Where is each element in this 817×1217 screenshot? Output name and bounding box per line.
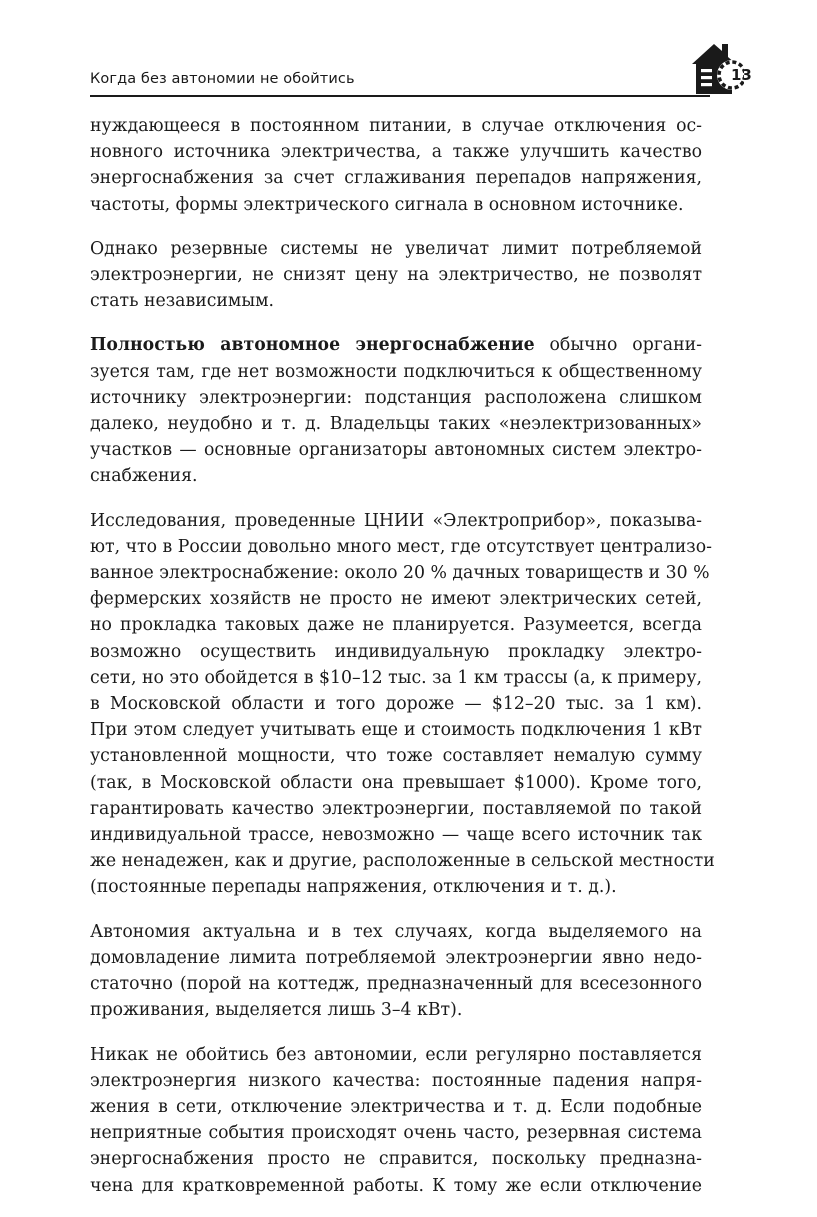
text-line: домовладение лимита потребляемой электроэнергии явно недо- — [90, 947, 702, 968]
page-body — [90, 113, 715, 1217]
text-line: Однако резервные системы не увеличат лимит потребляемой — [90, 238, 702, 259]
page-number: 13 — [731, 66, 752, 84]
text-line: (постоянные перепады напряжения, отключения и т. д.). — [90, 877, 617, 898]
text-line: (так, в Московской области она превышает $1000). Кроме того, — [90, 772, 702, 793]
text-line: новного источника электричества, а также улучшить качество — [90, 142, 702, 163]
text-line: далеко, неудобно и т. д. Владельцы таких «неэлектризованных» — [90, 414, 702, 435]
text-line: гарантировать качество электроэнергии, поставляемой по такой — [90, 798, 702, 819]
paragraph-6 — [90, 1042, 702, 1199]
text-line: нуждающееся в постоянном питании, в случае отключения ос- — [90, 116, 702, 136]
text-line: зуется там, где нет возможности подключиться к общественному — [90, 361, 702, 382]
text-line: фермерских хозяйств не просто не имеют электрических сетей, — [90, 589, 702, 610]
text-line: Автономия актуальна и в тех случаях, когда выделяемого на — [90, 921, 702, 942]
text-line: частоты, формы электрического сигнала в основном источнике. — [90, 194, 684, 215]
text-line: источнику электроэнергии: подстанция расположена слишком — [90, 387, 702, 408]
text-line: энергоснабжения за счет сглаживания перепадов напряжения, — [90, 168, 702, 189]
text-run: обычно органи- — [534, 335, 702, 356]
paragraph-5 — [90, 919, 702, 1024]
text-line: сети, но это обойдется в $10–12 тыс. за 1 км трассы (а, к примеру, — [90, 667, 702, 688]
paragraph-3 — [90, 332, 702, 489]
text-line — [90, 332, 702, 358]
header-divider — [90, 95, 710, 97]
text-line: участков — основные организаторы автономных систем электро- — [90, 440, 702, 461]
text-line: установленной мощности, что тоже составляет немалую сумму — [90, 746, 702, 767]
text-line: ванное электроснабжение: около 20 % дачных товариществ и 30 % — [90, 563, 710, 584]
text-line: стать независимым. — [90, 291, 275, 312]
text-line: возможно осуществить индивидуальную прокладку электро- — [90, 641, 702, 662]
text-line: же ненадежен, как и другие, расположенные в сельской местности — [90, 851, 715, 872]
paragraph-1 — [90, 113, 702, 218]
text-line: неприятные события происходят очень часто, резервная система — [90, 1123, 702, 1144]
text-line: в Московской области и того дороже — $12–20 тыс. за 1 км). — [90, 694, 702, 715]
text-line: Исследования, проведенные ЦНИИ «Электроприбор», показыва- — [90, 510, 702, 531]
text-line: При этом следует учитывать еще и стоимость подключения 1 кВт — [90, 720, 702, 741]
running-header-title: Когда без автономии не обойтись — [90, 71, 355, 87]
text-line: чена для кратковременной работы. К тому же если отключение — [90, 1175, 702, 1196]
text-line: ют, что в России довольно много мест, где отсутствует централизо- — [90, 536, 712, 557]
paragraph-4 — [90, 508, 715, 901]
text-line: снабжения. — [90, 466, 198, 487]
text-line: электроэнергии, не снизят цену на электричество, не позволят — [90, 265, 702, 286]
text-line: но прокладка таковых даже не планируется. Разумеется, всегда — [90, 615, 702, 636]
bold-term: Полностью автономное энергоснабжение — [90, 335, 535, 356]
text-line: жения в сети, отключение электричества и т. д. Если подобные — [90, 1096, 702, 1117]
text-line: статочно (порой на коттедж, предназначенный для всесезонного — [90, 974, 702, 995]
text-line: проживания, выделяется лишь 3–4 кВт). — [90, 1000, 463, 1021]
text-line: электроэнергия низкого качества: постоянные падения напря- — [90, 1070, 702, 1091]
paragraph-2 — [90, 236, 702, 315]
text-line: индивидуальной трассе, невозможно — чаще всего источник так — [90, 825, 702, 846]
text-line: Никак не обойтись без автономии, если регулярно поставляется — [90, 1044, 702, 1065]
text-line: энергоснабжения просто не справится, поскольку предназна- — [90, 1149, 702, 1170]
